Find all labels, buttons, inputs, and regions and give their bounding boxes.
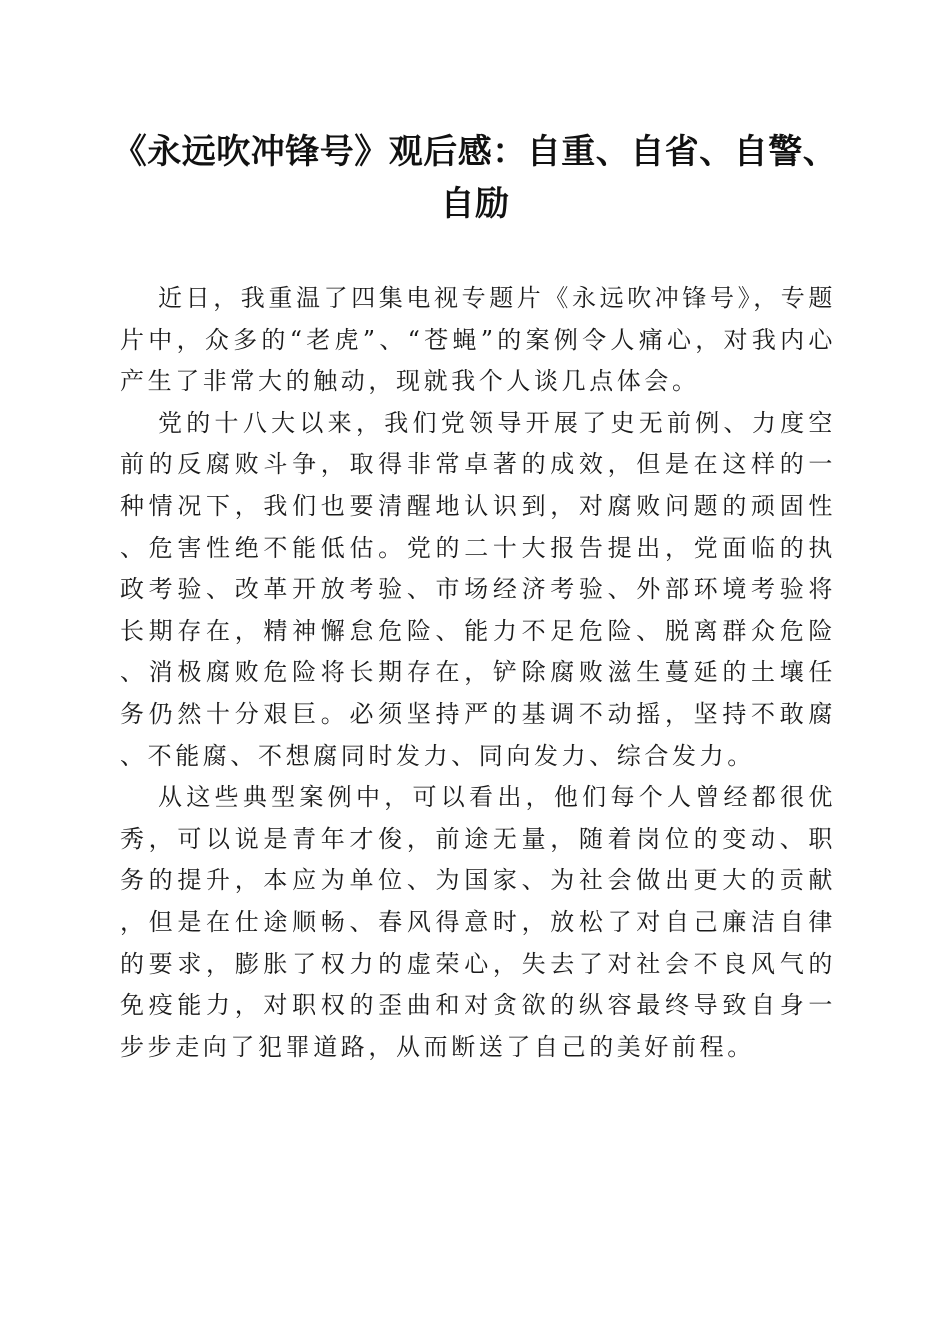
paragraph-intro: 近日，我重温了四集电视专题片《永远吹冲锋号》，专题片中，众多的“老虎”、“苍蝇”的案例令人痛心，对我内心产生了非常大的触动，现就我个人谈几点体会。 bbox=[120, 284, 836, 396]
paragraph-case-reflection: 从这些典型案例中，可以看出，他们每个人曾经都很优秀，可以说是青年才俊，前途无量，随着岗位的变动、职务的提升，本应为单位、为国家、为社会做出更大的贡献，但是在仕途顺畅、春风得意时，放松了对自己廉洁自律的要求，膨胀了权力的虚荣心，失去了对社会不良风气的免疫能力，对职权的歪曲和对贪欲的纵容最终导致自身一步步走向了犯罪道路，从而断送了自己的美好前程。 bbox=[120, 783, 836, 1061]
document-title: 《永远吹冲锋号》观后感：自重、自省、自警、自励 bbox=[112, 132, 838, 224]
paragraph-anti-corruption: 党的十八大以来，我们党领导开展了史无前例、力度空前的反腐败斗争，取得非常卓著的成效，但是在这样的一种情况下，我们也要清醒地认识到，对腐败问题的顽固性、危害性绝不能低估。党的二十大报告提出，党面临的执政考验、改革开放考验、市场经济考验、外部环境考验将长期存在，精神懈怠危险、能力不足危险、脱离群众危险、消极腐败危险将长期存在，铲除腐败滋生蔓延的土壤任务仍然十分艰巨。必须坚持严的基调不动摇，坚持不敢腐、不能腐、不想腐同时发力、同向发力、综合发力。 bbox=[120, 408, 836, 770]
document-body bbox=[120, 278, 836, 1068]
